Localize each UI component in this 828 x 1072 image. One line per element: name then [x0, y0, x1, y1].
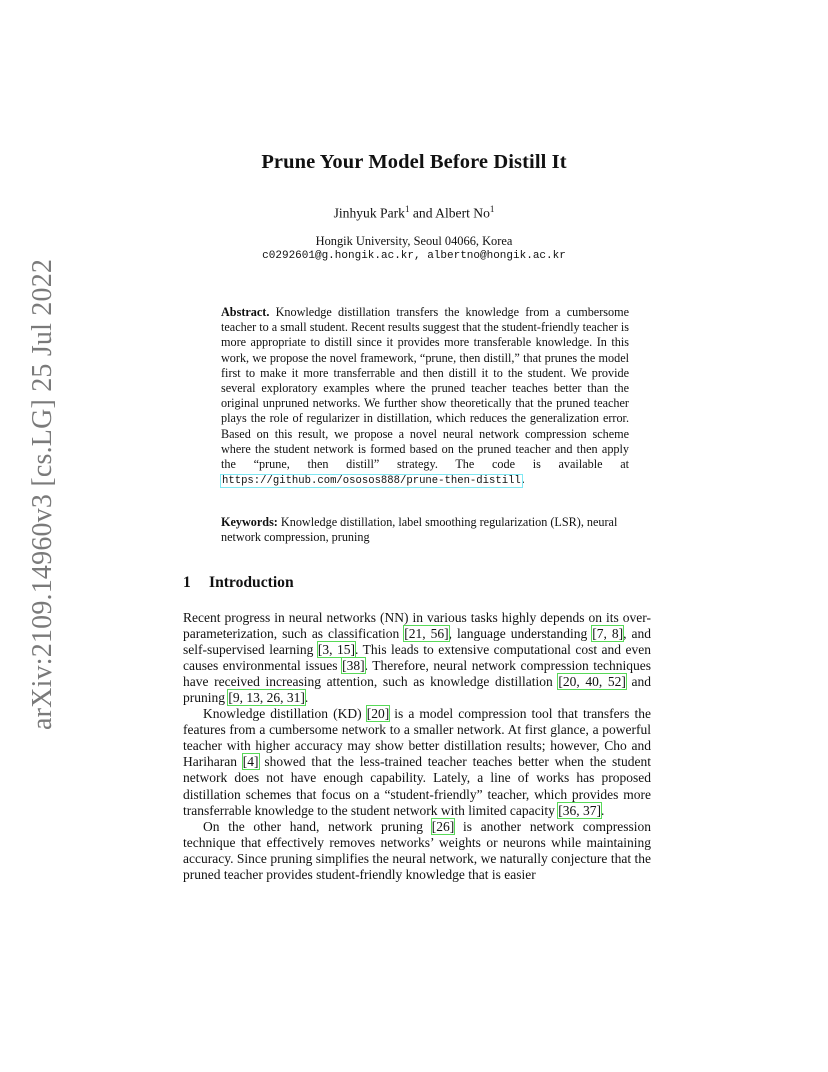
- affiliation-marker: 1: [489, 204, 495, 214]
- introduction-body: [183, 610, 651, 883]
- paragraph: [183, 706, 651, 818]
- citation-link[interactable]: [9, 13, 26, 31]: [228, 690, 305, 706]
- text-run: Recent progress in neural networks (NN) in various tasks highly depends on its over-parameterization, such as classification: [183, 610, 651, 642]
- text-run: . This leads to extensive computational cost and even causes environmental issues: [183, 642, 651, 674]
- citation-link[interactable]: [3, 15]: [317, 642, 355, 658]
- abstract-label: Abstract.: [221, 305, 270, 319]
- text-run: is a model compression tool that transfers the features from a cumbersome network to a smaller network. At first glance, a powerful teacher with higher accuracy may show better distillation results; however, Cho and Hariharan: [183, 706, 651, 770]
- arxiv-identifier-stamp: arXiv:2109.14960v3 [cs.LG] 25 Jul 2022: [27, 258, 58, 730]
- author-line: [0, 204, 828, 222]
- text-run: Knowledge distillation (KD): [203, 706, 367, 722]
- citation-link[interactable]: [21, 56]: [404, 626, 449, 642]
- keywords-text: Knowledge distillation, label smoothing regularization (LSR), neural network compression, pruning: [221, 515, 618, 545]
- text-run: . Therefore, neural network compression techniques have received increasing attention, such as knowledge distillation: [183, 658, 651, 690]
- keywords: [221, 515, 629, 545]
- text-run: On the other hand, network pruning: [203, 818, 432, 834]
- paragraph: [183, 610, 651, 706]
- code-repository-link[interactable]: https://github.com/ososos888/prune-then-distill: [222, 475, 521, 488]
- citation-link[interactable]: [7, 8]: [592, 626, 624, 642]
- text-run: .: [601, 802, 605, 818]
- text-run: , language understanding: [448, 626, 593, 642]
- citation-link[interactable]: [36, 37]: [558, 802, 602, 818]
- affiliation: Hongik University, Seoul 04066, Korea: [315, 234, 513, 248]
- author-name: Albert No: [435, 205, 490, 221]
- keywords-label: Keywords:: [221, 515, 278, 529]
- text-run: showed that the less-trained teacher teaches better when the student network does not have enough capability. Lately, a line of works has proposed distillation schemes that focus on a “student-friendly” teacher, which provides more transferrable knowledge to the student network with limited capacity: [183, 754, 651, 818]
- citation-link[interactable]: [38]: [342, 658, 365, 674]
- section-title: Introduction: [209, 574, 294, 591]
- paragraph: [183, 819, 651, 883]
- abstract: [221, 305, 629, 489]
- text-run: , and self-supervised learning: [183, 626, 651, 658]
- text-run: .: [304, 690, 309, 706]
- author-emails: c0292601@g.hongik.ac.kr, albertno@hongik.ac.kr: [262, 250, 566, 262]
- text-run: and pruning: [183, 674, 651, 706]
- author-name: Jinhyuk Park: [333, 205, 405, 221]
- affiliation-marker: 1: [404, 204, 410, 214]
- abstract-text: Knowledge distillation transfers the knowledge from a cumbersome teacher to a small student. Recent results suggest that the student-friendly teacher is more appropriate to distill since it provides more transferable knowledge. In this work, we propose the novel framework, “prune, then distill,” that prunes the model first to make it more transferrable and then distill it to the student. We provide several exploratory examples where the pruned teacher teaches better than the original unpruned networks. We further show theoretically that the pruned teacher plays the role of regularizer in distillation, which reduces the generalization error. Based on this result, we propose a novel neural network compression scheme where the student network is formed based on the pruned teacher and then apply the “prune, then distill” strategy. The code is available at: [221, 305, 629, 472]
- citation-link[interactable]: [20, 40, 52]: [558, 674, 626, 690]
- citation-link[interactable]: [26]: [431, 818, 455, 834]
- section-number: 1: [183, 574, 191, 591]
- citation-link[interactable]: [4]: [242, 754, 259, 770]
- section-heading: [183, 574, 294, 592]
- abstract-end: .: [521, 472, 525, 487]
- text-run: is another network compression technique that effectively removes networks’ weights or neurons while maintaining accuracy. Since pruning simplifies the neural network, we naturally conjecture that the pruned teacher provides student-friendly knowledge that is easier: [183, 818, 651, 882]
- citation-link[interactable]: [20]: [366, 706, 390, 722]
- paper-title: Prune Your Model Before Distill It: [261, 151, 567, 173]
- author-joiner: and: [409, 205, 436, 221]
